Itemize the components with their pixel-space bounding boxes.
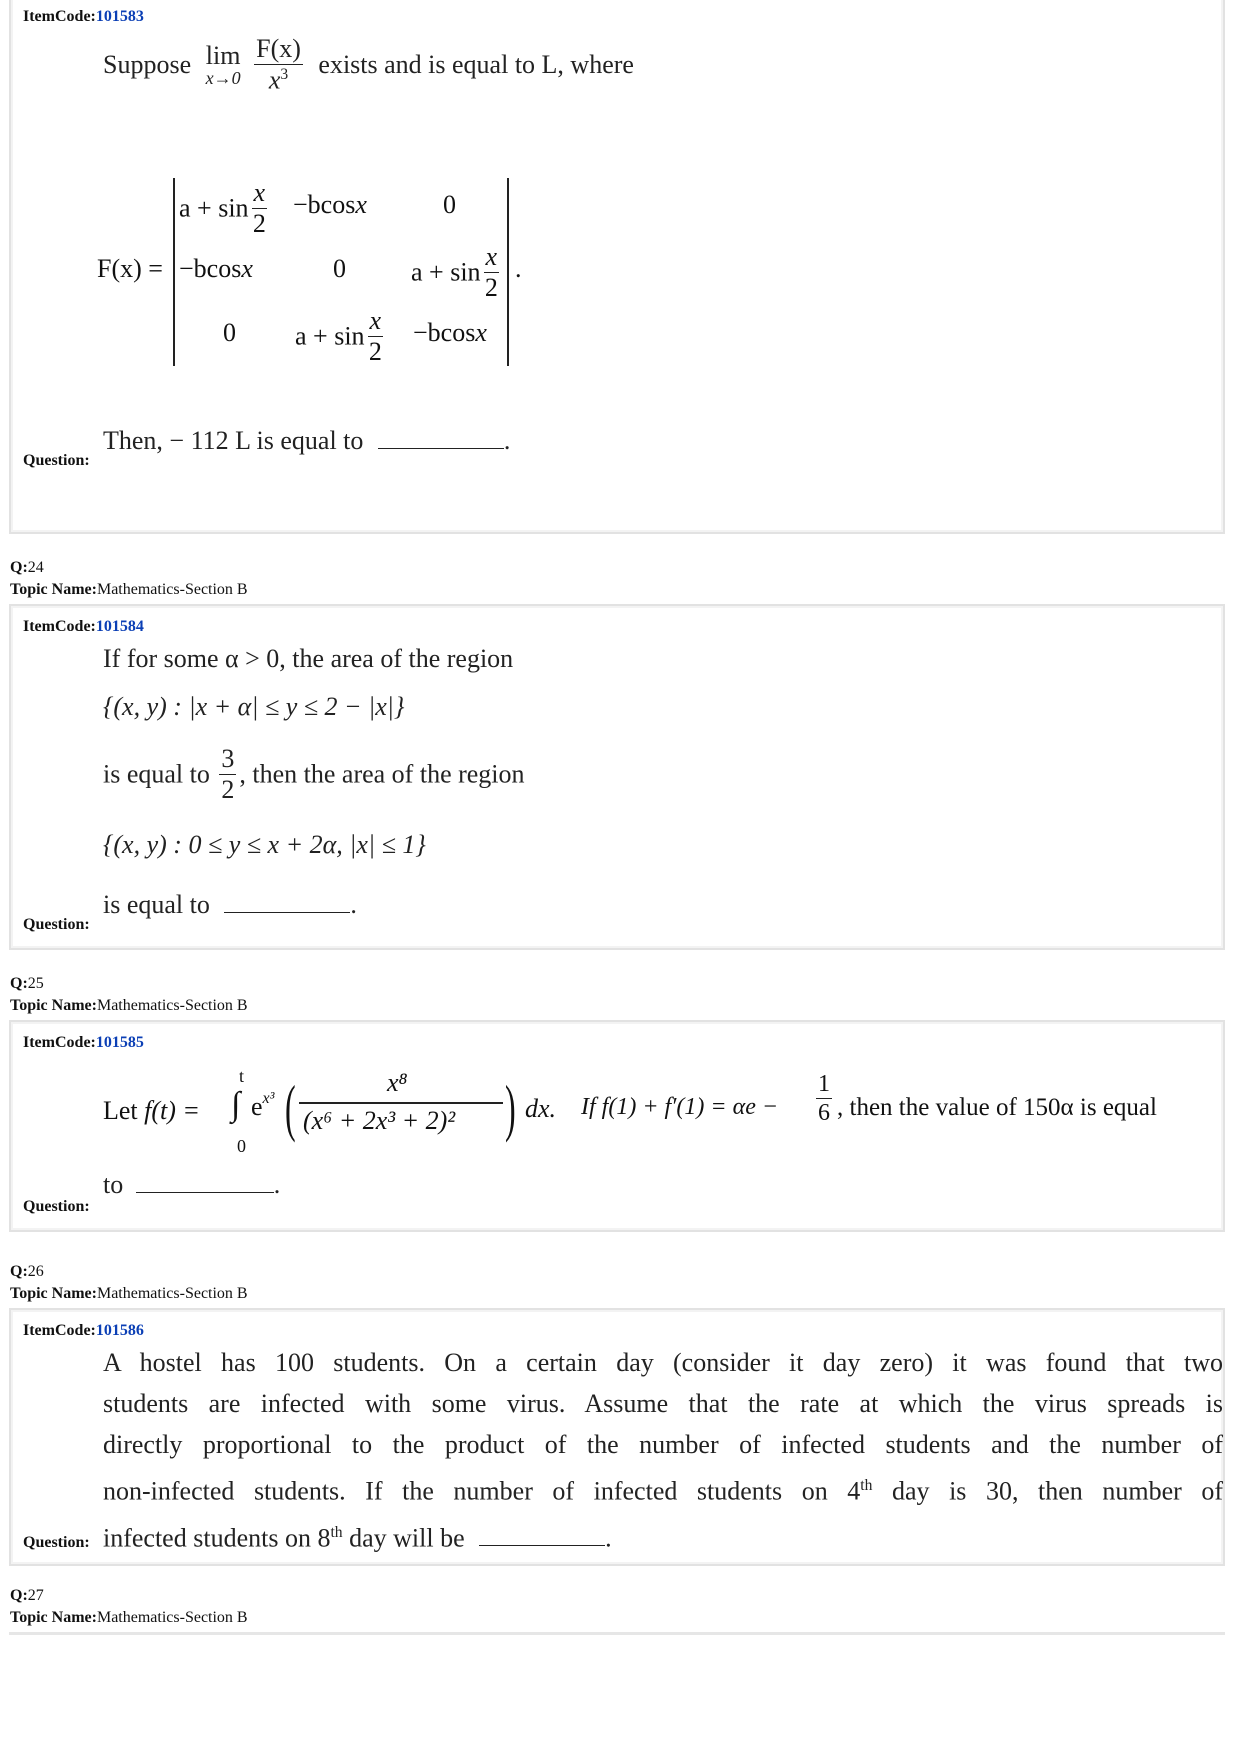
- question-box-25: [9, 1020, 1225, 1232]
- q25-to-line: to .: [103, 1170, 281, 1199]
- left-paren: (: [285, 1072, 296, 1143]
- fraction-bar: [299, 1102, 503, 1104]
- item-code[interactable]: 101583: [95, 8, 144, 25]
- det-lhs: F(x) =: [97, 254, 163, 283]
- limit-expression: lim x→0: [205, 40, 241, 88]
- dx: dx.: [525, 1094, 557, 1123]
- q25-topic: Topic Name:Mathematics-Section B: [10, 997, 248, 1014]
- question-box-inner: [13, 608, 1221, 946]
- q26-line1: A hostel has 100 students. On a certain day (consider it day zero) it was found that two: [103, 1348, 1223, 1377]
- q25-condition: If f(1) + f′(1) = αe −: [581, 1094, 779, 1120]
- q26-line3: directly proportional to the product of the number of infected students and the number of: [103, 1430, 1223, 1459]
- question-label: Question:: [23, 1534, 90, 1551]
- exp-term: $e^{x^3}$: [251, 1090, 275, 1121]
- det-right-bar: [507, 178, 509, 366]
- q27-topic: Topic Name:Mathematics-Section B: [10, 1609, 248, 1626]
- det-r1c1: a + sin $\frac{x}{2}$: [179, 178, 266, 238]
- integral-sign: ∫: [231, 1086, 241, 1123]
- question-box-inner: [13, 1024, 1221, 1228]
- question-box-23: [9, 0, 1225, 534]
- q27-number: Q:27: [10, 1587, 44, 1604]
- question-box-inner: [13, 0, 1221, 530]
- det-r1c3: 0: [443, 190, 456, 219]
- q24-topic: Topic Name:Mathematics-Section B: [10, 581, 248, 598]
- one-sixth: $\frac{1}{6}$: [818, 1071, 830, 1126]
- item-code[interactable]: 101586: [95, 1322, 144, 1339]
- q24-line4: {(x, y) : 0 ≤ y ≤ x + 2α, |x| ≤ 1}: [103, 830, 426, 859]
- q25-number: Q:25: [10, 975, 44, 992]
- q23-then-line: Then, − 112 L is equal to .: [103, 426, 511, 455]
- det-r3c1: 0: [223, 318, 236, 347]
- q26-line2: students are infected with some virus. Assume that the rate at which the virus spreads is: [103, 1389, 1223, 1418]
- q24-line3: is equal to $\frac{3}{2}$ , then the area of the region: [103, 744, 525, 804]
- right-paren: ): [505, 1072, 516, 1143]
- q24-line2: {(x, y) : |x + α| ≤ y ≤ 2 − |x|}: [103, 692, 405, 721]
- integral-upper-limit: t: [239, 1066, 245, 1086]
- q26-number: Q:26: [10, 1263, 44, 1280]
- q26-line5: infected students on 8th day will be .: [103, 1523, 612, 1553]
- answer-blank: [479, 1545, 605, 1546]
- answer-blank: [378, 448, 504, 449]
- q26-paragraph: [103, 1342, 1223, 1558]
- q24-line5: is equal to .: [103, 890, 357, 919]
- question-label: Question:: [23, 452, 90, 469]
- q26-line4: non-infected students. If the number of infected students on 4th day is 30, then number of: [103, 1476, 1223, 1506]
- integral-lower-limit: 0: [237, 1136, 246, 1156]
- q23-line1: Suppose lim x→0 $\frac{F(x)}{x^3}$ exists and is equal to L, where: [103, 34, 634, 95]
- item-code-line: ItemCode:101586: [23, 1322, 144, 1339]
- q24-line1: If for some α > 0, the area of the region: [103, 644, 514, 673]
- question-box-inner: [13, 1312, 1221, 1562]
- det-r2c3: a + sin $\frac{x}{2}$: [411, 242, 498, 302]
- question-box-24: [9, 604, 1225, 950]
- det-left-bar: [173, 178, 175, 366]
- item-code-line: ItemCode:101584: [23, 618, 144, 635]
- det-r2c2: 0: [333, 254, 346, 283]
- answer-blank: [224, 912, 350, 913]
- question-box-26: [9, 1308, 1225, 1566]
- det-r2c1: −bcosx: [179, 254, 253, 283]
- det-end-dot: .: [515, 254, 522, 283]
- q25-tail: , then the value of 150α is equal: [837, 1094, 1157, 1121]
- det-r3c3: −bcosx: [413, 318, 487, 347]
- q25-let: Let f(t) =: [103, 1096, 200, 1125]
- q26-topic: Topic Name:Mathematics-Section B: [10, 1285, 248, 1302]
- fraction-numerator: x⁸: [387, 1068, 408, 1097]
- fraction-Fx-over-x3: $\frac{F(x)}{x^3}$: [256, 34, 301, 95]
- det-r3c2: a + sin $\frac{x}{2}$: [295, 306, 382, 366]
- fraction-denominator: (x⁶ + 2x³ + 2)²: [303, 1106, 456, 1135]
- question-label: Question:: [23, 1198, 90, 1215]
- q24-number: Q:24: [10, 559, 44, 576]
- item-code-line: ItemCode:101585: [23, 1034, 144, 1051]
- item-code[interactable]: 101585: [95, 1034, 144, 1051]
- question-label: Question:: [23, 916, 90, 933]
- q27-box-top-edge: [9, 1632, 1225, 1635]
- answer-blank: [136, 1192, 274, 1193]
- det-r1c2: −bcosx: [293, 190, 367, 219]
- item-code[interactable]: 101584: [95, 618, 144, 635]
- item-code-line: ItemCode:101583: [23, 8, 144, 25]
